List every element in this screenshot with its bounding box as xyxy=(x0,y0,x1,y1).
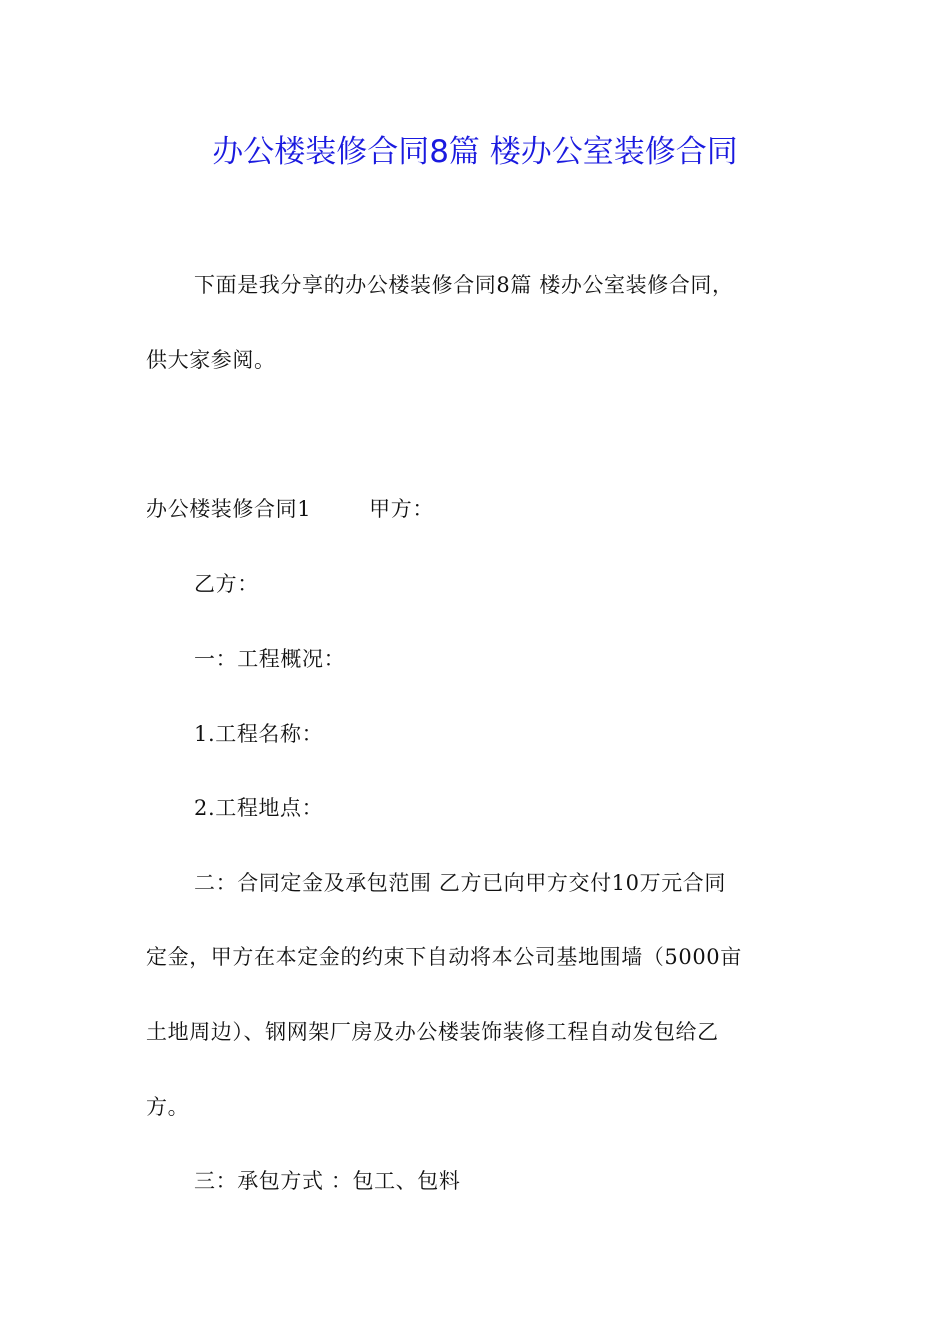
project-name-item: 1.工程名称： xyxy=(194,722,324,746)
section-2-line-2: 定金，甲方在本定金的约束下自动将本公司基地围墙（5000亩 xyxy=(146,945,742,969)
contract-heading: 办公楼装修合同1 xyxy=(146,497,312,521)
party-b-label: 乙方： xyxy=(194,572,259,596)
section-2-line-4: 方。 xyxy=(146,1095,190,1119)
intro-line-2: 供大家参阅。 xyxy=(146,348,276,372)
document-title: 办公楼装修合同8篇 楼办公室装修合同 xyxy=(212,134,738,170)
section-1-heading: 一：工程概况： xyxy=(194,647,346,671)
contract-heading-line xyxy=(146,491,814,527)
intro-line-1: 下面是我分享的办公楼装修合同8篇 楼办公室装修合同， xyxy=(194,273,734,297)
section-2-line-1: 二：合同定金及承包范围 乙方已向甲方交付10万元合同 xyxy=(194,871,726,895)
project-location-item: 2.工程地点： xyxy=(194,796,324,820)
party-a-label: 甲方： xyxy=(369,497,434,521)
section-3-heading: 三：承包方式 ：包工、包料 xyxy=(194,1169,461,1193)
section-2-line-3: 土地周边）、钢网架厂房及办公楼装饰装修工程自动发包给乙 xyxy=(146,1020,719,1044)
